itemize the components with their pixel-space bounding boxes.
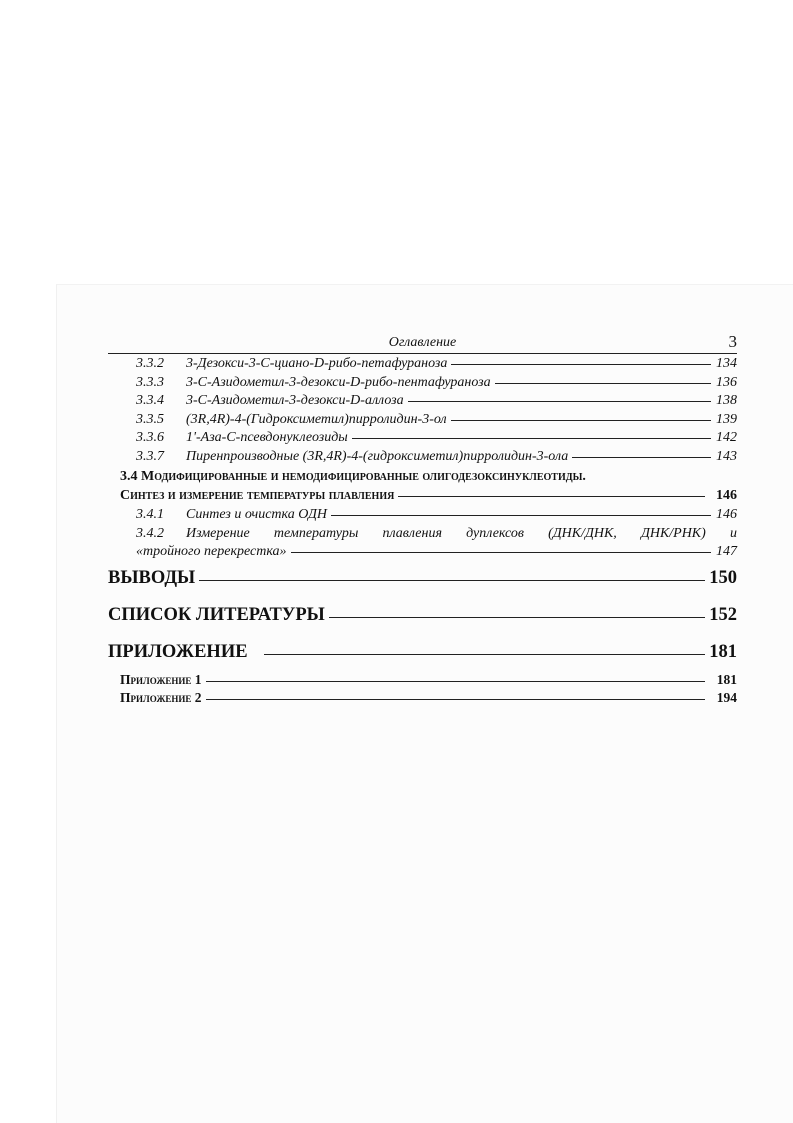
- entry-title-justified: [186, 526, 737, 542]
- section-title-cont: Синтез и измерение температуры плавления: [120, 488, 395, 503]
- toc-entry-3-3-6: [108, 430, 737, 449]
- section-page: 181: [709, 642, 737, 662]
- entry-title: 3-С-Азидометил-3-дезокси-D-рибо-пентафураноза: [186, 374, 491, 390]
- toc-section-references: [108, 605, 737, 642]
- leader-line: [408, 401, 711, 402]
- entry-page: 147: [716, 543, 737, 559]
- leader-line: [451, 420, 711, 421]
- section-title: СПИСОК ЛИТЕРАТУРЫ: [108, 605, 325, 625]
- section-title: ПРИЛОЖЕНИЕ: [108, 642, 248, 662]
- appendix-page: 194: [716, 690, 737, 705]
- toc-page: [108, 332, 737, 708]
- entry-page: 134: [716, 356, 737, 371]
- entry-word: плавления: [382, 525, 442, 541]
- toc-entry-3-3-7: [108, 449, 737, 468]
- entry-word: Измерение: [186, 525, 250, 541]
- leader-line: [206, 699, 705, 700]
- section-3-4-title-line1: 3.4 Модифицированные и немодифицированные олигодезоксинуклеотиды.: [120, 469, 586, 484]
- leader-line: [572, 457, 711, 458]
- header-title: Оглавление: [388, 335, 457, 350]
- toc-entry-3-3-5: [108, 412, 737, 431]
- leader-line: [495, 383, 711, 384]
- appendix-title: Приложение 2: [120, 690, 202, 705]
- section-page: 150: [709, 568, 737, 588]
- entry-word: ДНК/РНК): [640, 525, 706, 541]
- section-page: 146: [716, 488, 737, 503]
- header-page-number: 3: [728, 332, 737, 351]
- leader-line: [199, 580, 705, 581]
- entry-word: дуплексов: [466, 525, 524, 541]
- toc-entry-3-3-4: [108, 393, 737, 412]
- entry-title: 3-Дезокси-3-С-циано-D-рибо-петафураноза: [186, 356, 448, 371]
- entry-title: Синтез и очистка ОДН: [186, 507, 328, 522]
- entry-number: 3.4.2: [136, 525, 164, 541]
- section-title: ВЫВОДЫ: [108, 568, 196, 588]
- entry-number: 3.3.3: [136, 374, 164, 390]
- section-3-4-title-line2: [108, 488, 737, 507]
- entry-number: 3.3.6: [136, 430, 164, 445]
- toc-entry-3-3-2: [108, 356, 737, 375]
- toc-appendix-2: [108, 690, 737, 708]
- toc-entry-3-3-3: [108, 375, 737, 394]
- entry-page: 139: [716, 411, 737, 427]
- entry-title: (3R,4R)-4-(Гидроксиметил)пирролидин-3-ол: [186, 411, 447, 427]
- leader-line: [264, 654, 705, 655]
- entry-number: 3.3.5: [136, 411, 164, 427]
- entry-title-cont: «тройного перекрестка»: [136, 543, 287, 559]
- toc-section-appendix: [108, 642, 737, 672]
- entry-number: 3.3.2: [136, 356, 164, 371]
- leader-line: [451, 364, 711, 365]
- leader-line: [331, 515, 711, 516]
- entry-title: Пиренпроизводные (3R,4R)-4-(гидроксиметил)пирролидин-3-ола: [186, 448, 569, 464]
- appendix-page: 181: [716, 672, 737, 687]
- toc-section-conclusions: [108, 568, 737, 605]
- entry-page: 146: [716, 507, 737, 522]
- entry-title: 1'-Аза-С-псевдонуклеозиды: [186, 430, 348, 445]
- entry-number: 3.4.1: [136, 507, 164, 522]
- entry-page: 142: [716, 430, 737, 445]
- entry-page: 136: [716, 374, 737, 390]
- entry-page: 138: [716, 393, 737, 408]
- entry-word: (ДНК/ДНК,: [548, 525, 617, 541]
- toc-appendix-1: [108, 672, 737, 690]
- entry-title: 3-С-Азидометил-3-дезокси-D-аллоза: [186, 393, 404, 408]
- entry-page: 143: [716, 448, 737, 464]
- section-page: 152: [709, 605, 737, 625]
- leader-line: [329, 617, 705, 618]
- leader-line: [206, 681, 705, 682]
- appendix-title: Приложение 1: [120, 672, 202, 687]
- leader-line: [398, 496, 705, 497]
- entry-number: 3.3.7: [136, 448, 164, 464]
- entry-number: 3.3.4: [136, 393, 164, 408]
- leader-line: [291, 552, 711, 553]
- entry-word: температуры: [273, 525, 359, 541]
- toc-entry-3-4-2: [108, 526, 737, 544]
- page-header: [108, 332, 737, 354]
- leader-line: [352, 438, 711, 439]
- toc-entry-3-4-2-cont: [108, 544, 737, 563]
- toc-entry-3-4-1: [108, 507, 737, 526]
- entry-word: и: [729, 525, 737, 541]
